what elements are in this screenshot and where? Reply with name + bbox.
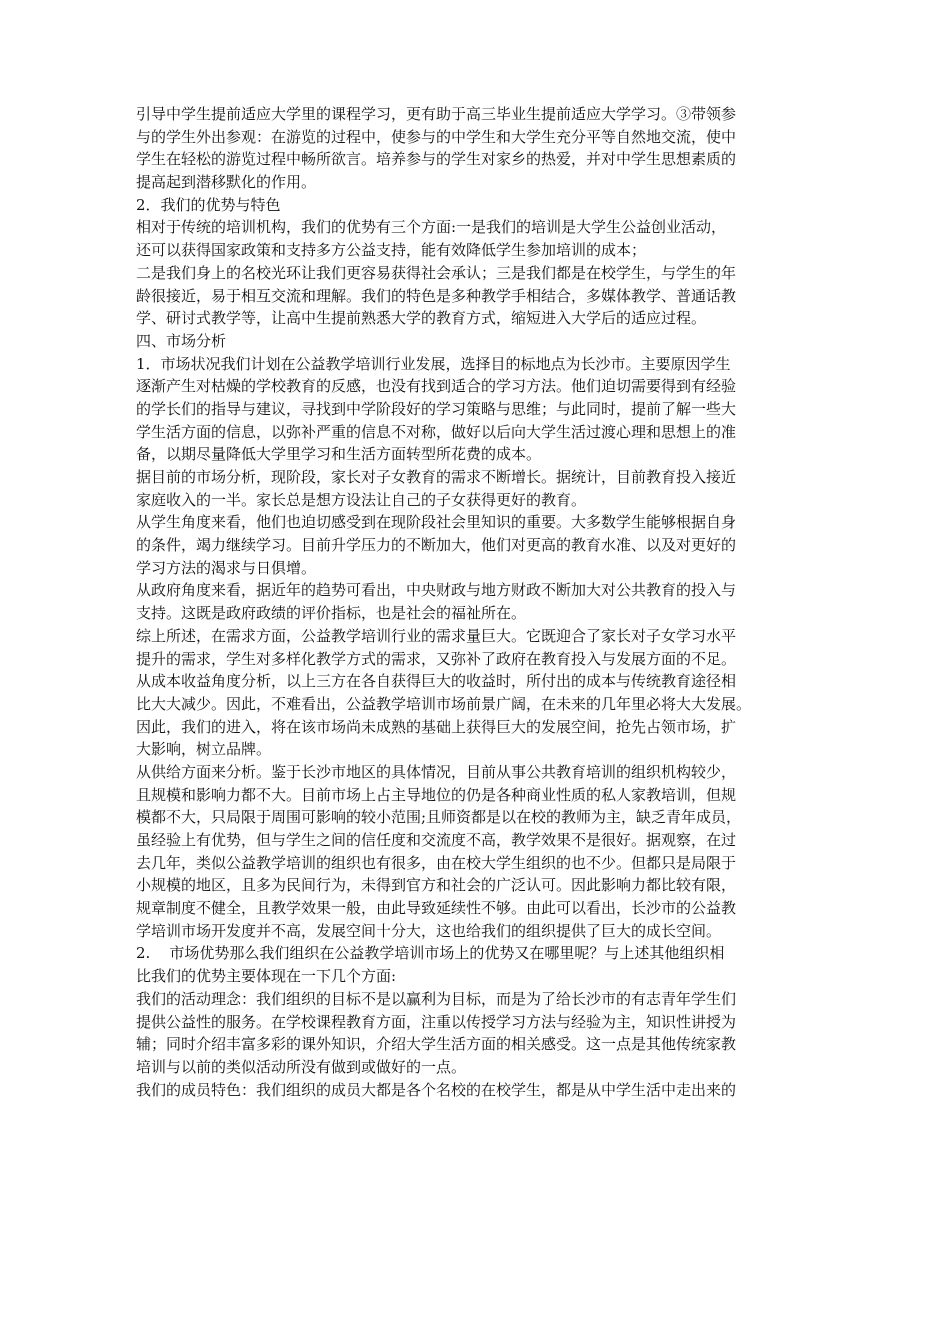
text-line: 规章制度不健全，且教学效果一般，由此导致延续性不够。由此可以看出，长沙市的公益教 (136, 899, 737, 918)
text-line: 提供公益性的服务。在学校课程教育方面，注重以传授学习方法与经验为主，知识性讲授为 (136, 1012, 737, 1031)
text-line: 相对于传统的培训机构，我们的优势有三个方面:一是我们的培训是大学生公益创业活动， (136, 218, 727, 237)
text-line: 提高起到潜移默化的作用。 (136, 173, 317, 192)
text-line: 学习方法的渴求与日俱增。 (136, 558, 317, 577)
text-line: 的学长们的指导与建议，寻找到中学阶段好的学习策略与思维；与此同时，提前了解一些大 (136, 399, 737, 418)
text-line: 比大大减少。因此，不难看出，公益教学培训市场前景广阔，在未来的几年里必将大大发展。 (136, 694, 752, 713)
text-line: 支持。这既是政府政绩的评价指标，也是社会的福祉所在。 (136, 604, 527, 623)
text-line: 备，以期尽量降低大学里学习和生活方面转型所花费的成本。 (136, 445, 542, 464)
text-line: 从政府角度来看，据近年的趋势可看出，中央财政与地方财政不断加大对公共教育的投入与 (136, 581, 737, 600)
text-line: 龄很接近，易于相互交流和理解。我们的特色是多种教学手相结合，多媒体教学、普通话教 (136, 286, 737, 305)
text-line: 四、市场分析 (136, 331, 227, 350)
text-line: 二是我们身上的名校光环让我们更容易获得社会承认；三是我们都是在校学生，与学生的年 (136, 263, 737, 282)
text-line: 学、研讨式教学等，让高中生提前熟悉大学的教育方式，缩短进入大学后的适应过程。 (136, 309, 707, 328)
text-line: 虽经验上有优势，但与学生之间的信任度和交流度不高，教学效果不是很好。据观察，在过 (136, 831, 737, 849)
text-line: 小规模的地区，且多为民间行为，未得到官方和社会的广泛认可。因此影响力都比较有限， (136, 876, 737, 895)
text-line: 从学生角度来看，他们也迫切感受到在现阶段社会里知识的重要。大多数学生能够根据自身 (136, 513, 737, 532)
text-line: 去几年，类似公益教学培训的组织也有很多，由在校大学生组织的也不少。但都只是局限于 (136, 853, 737, 872)
text-line: 大影响，树立品牌。 (136, 740, 272, 759)
text-line: 从供给方面来分析。鉴于长沙市地区的具体情况，目前从事公共教育培训的组织机构较少， (136, 762, 737, 781)
text-line: 我们的活动理念：我们组织的目标不是以赢利为目标，而是为了给长沙市的有志青年学生们 (136, 989, 737, 1008)
text-line: 辅；同时介绍丰富多彩的课外知识，介绍大学生活方面的相关感受。这一点是其他传统家教 (136, 1035, 737, 1054)
text-line: 2．我们的优势与特色 (136, 195, 281, 214)
text-line: 的条件，竭力继续学习。目前升学压力的不断加大，他们对更高的教育水准、以及对更好的 (136, 536, 737, 555)
text-line: 模都不大，只局限于周围可影响的较小范围;且师资都是以在校的教师为主，缺乏青年成员， (136, 808, 742, 827)
text-line: 1．市场状况我们计划在公益教学培训行业发展，选择目的标地点为长沙市。主要原因学生 (136, 354, 731, 373)
text-line: 还可以获得国家政策和支持多方公益支持，能有效降低学生参加培训的成本； (136, 241, 647, 260)
text-line: 学生活方面的信息，以弥补严重的信息不对称，做好以后向大学生活过渡心理和思想上的准 (136, 422, 737, 441)
text-line: 家庭收入的一半。家长总是想方设法让自己的子女获得更好的教育。 (136, 490, 587, 509)
text-line: 从成本收益角度分析，以上三方在各自获得巨大的收益时，所付出的成本与传统教育途径相 (136, 672, 737, 691)
text-line: 学生在轻松的游览过程中畅所欲言。培养参与的学生对家乡的热爱，并对中学生思想素质的 (136, 150, 737, 169)
text-line: 2. 市场优势那么我们组织在公益教学培训市场上的优势又在哪里呢？与上述其他组织相 (136, 944, 725, 963)
text-line: 培训与以前的类似活动所没有做到或做好的一点。 (136, 1057, 467, 1076)
text-line: 因此，我们的进入，将在该市场尚未成熟的基础上获得巨大的发展空间，抢先占领市场，扩 (136, 717, 737, 736)
text-line: 引导中学生提前适应大学里的课程学习，更有助于高三毕业生提前适应大学学习。③带领参 (136, 105, 737, 123)
text-line: 综上所述，在需求方面，公益教学培训行业的需求量巨大。它既迎合了家长对子女学习水平 (136, 626, 737, 645)
text-line: 逐渐产生对枯燥的学校教育的反感，也没有找到适合的学习方法。他们迫切需要得到有经验 (136, 377, 737, 396)
text-line: 且规模和影响力都不大。目前市场上占主导地位的仍是各种商业性质的私人家教培训，但规 (136, 785, 737, 804)
text-line: 学培训市场开发度并不高，发展空间十分大，这也给我们的组织提供了巨大的成长空间。 (136, 921, 722, 940)
text-line: 据目前的市场分析，现阶段，家长对子女教育的需求不断增长。据统计，目前教育投入接近 (136, 468, 737, 486)
text-line: 提升的需求，学生对多样化教学方式的需求，又弥补了政府在教育投入与发展方面的不足。 (136, 649, 737, 668)
body-text (136, 103, 860, 1101)
text-line: 我们的成员特色：我们组织的成员大都是各个名校的在校学生，都是从中学生活中走出来的 (136, 1080, 737, 1099)
text-line: 比我们的优势主要体现在一下几个方面: (136, 967, 397, 986)
text-line: 与的学生外出参观：在游览的过程中，使参与的中学生和大学生充分平等自然地交流，使中 (136, 127, 737, 146)
